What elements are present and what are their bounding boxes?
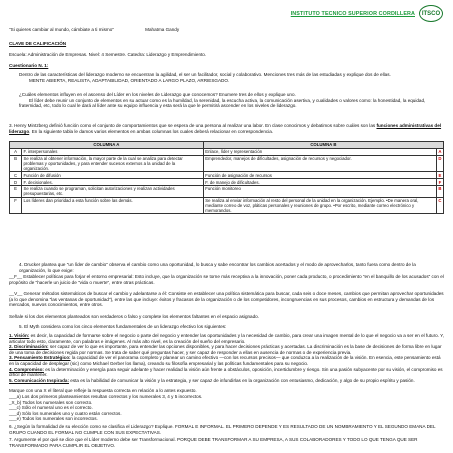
row-a-text: Se realiza al obtener información, la mayor parte de la cual se analiza para detectar problemas y oportunidades, y para entender sucesos externos a la unidad de la organización. — [22, 155, 204, 172]
row-b-answer: F — [436, 179, 443, 186]
q5-option: ___c) Sólo el numeral uno es el correcto. — [9, 405, 93, 411]
functions-table-wrap — [9, 141, 444, 214]
row-b-text: F. de manejo de dificultades. — [203, 179, 436, 186]
row-b-text: Emprendedor, manejos de dificultades, asignación de recursos y negociador. — [203, 155, 436, 172]
row-b-answer: C — [436, 197, 443, 214]
row-a-text: Función de difusión — [22, 172, 204, 179]
row-a-text: F. decisionales. — [22, 179, 204, 186]
row-b-answer: D — [436, 155, 443, 172]
quote-line — [9, 27, 444, 33]
functions-table — [9, 141, 444, 214]
row-b-answer: E — [436, 172, 443, 179]
q5-item: 5. Comunicación Inspirada: esta es la habilidad de comunicar la visión y la estrategia, y ser capaz de infundirlas en la organización con entusiasmo, dedicación, y algo de su propio espíritu y pasión. — [9, 377, 415, 383]
q5-option: ___d) Sólo los numerales uno y cuatro están correctos. — [9, 410, 122, 416]
q4-item: __V__ Generar métodos sistemáticos de buscar el cambio y adelantarse a él: Consiste en establecer una política sistemática para buscar, cada seis o doce meses, cambios que permitan aprovechar oportunidades (a lo que denomina "las ventanas de oportunidad"), entre las que incluye: éxitos y fracasos de la organización o de los competidores, incongruencias en sus procesos, cambios en estructura y demandas de los mercados, nuevos conocimientos, entre otros. — [9, 291, 444, 308]
row-a-letter: E — [10, 185, 22, 197]
row-a-letter: B — [10, 155, 22, 172]
cuestionario-title: Cuestionario N. 1: — [9, 63, 49, 68]
institution-header — [291, 5, 443, 22]
question-6: 6. ¿Según la formalidad de su elección como se clasifica el Liderazgo? Explique. FORMAL E INFORMAL. EL PRIMERO DEPENDE Y ES RESULTADO DE UN NOMBRAMIENTO Y EL SEGUNDO EMANA DEL GRUPO CUANDO EL FORMAL NO CUMPLE CON SUS EXPECTATIVAS. — [9, 424, 436, 435]
row-b-text: Se realiza al enviar información al resto del personal de la unidad en la organización. Ejemplo. •De manera oral, mediante correo de voz, pláticas personales y reuniones de grupo. •Por escrito, mediante correo electrónico y memorandos. — [203, 197, 436, 214]
q1-text: Dentro de las características del liderazgo moderno se encuentran la agilidad, el ser un facilitador, social y colaborativo. Menciones tres más de las estudiadas y explique dos de ellas. — [19, 72, 391, 77]
q5-instruction: Marque con una X el literal que refleje la respuesta correcta en relación a lo antes expuesto. — [9, 388, 197, 393]
q5-option: ___e) Todos los numerales son incorrectos. — [9, 416, 98, 422]
row-a-letter: D — [10, 179, 22, 186]
row-a-letter: C — [10, 172, 22, 179]
question-3 — [9, 123, 444, 134]
q5-options — [9, 394, 444, 422]
row-a-letter: F — [10, 197, 22, 214]
page-title: CLAVE DE CALIFICACIÓN — [9, 41, 67, 46]
q5-item: 2. Discriminación: ser capaz de ver lo que es importante, para entender las opciones disponibles, y para hacer decisiones prácticas y acertadas. La discriminación es la base de decisiones de forma libre en lugar de una toma de decisiones regida por normas. Se trata de saber qué preguntas hacer, y ser capaz de responder a ellas en ausencia de normas o de experiencia previa. — [9, 344, 442, 355]
q5-item: 4. Compromiso: es la determinación y energía para seguir adelante y hacer realidad la visión aún frente a obstáculos, oposición, incertidumbre y riesgo. Sin una pasión subyacente por su visión, el compromiso es difícil de mantener. — [9, 366, 443, 378]
q3-text2: . En la siguiente tabla le damos varios elementos en ambas columnas los cuales deberá relacionar en correspondencia. — [29, 128, 274, 134]
q5-item: 1. Visión: es decir, la capacidad de formarse sobre el negocio o parte del negocio y entender las oportunidades y la necesidad de cambio, para crear una imagen mental de lo que el negocio va a ser en el futuro. Y, articular todo esto, claramente, con palabras e imágenes. Al más alto nivel, es la creación del sueño del empresario. — [9, 333, 444, 344]
row-b-text: Función monitoreo — [203, 185, 436, 197]
table-row — [10, 197, 444, 214]
question-5: 5. El Myth considera como los cinco elementos fundamentales de un liderazgo efectivo los siguientes: — [19, 324, 227, 329]
table-row — [10, 185, 444, 197]
row-a-letter: A — [10, 148, 22, 155]
q2-answer: El líder debe reunir un conjunto de elementos en su actuar como es la humildad, la serenidad, la escucha activa, la comunicación asertiva, y cualidades o valores como: la honestidad, la equidad, fraternidad, etc, todo lo cual le dará al líder ante su equipo influencia y esta será la que le permitirá ascender en los niveles de liderazgo. — [19, 97, 426, 109]
q5-items — [9, 333, 444, 383]
row-b-text: Enlace, líder y representación — [203, 148, 436, 155]
q4-item: __F__ Establecer políticas para forjar el entorno empresarial: Esto incluye, que la organización se torne más receptiva a la innovación, poner cada producto, o procedimiento "en el banquillo de los acusados" con el propósito de "hacerle un juicio de "vida o muerte", entre otras prácticas. — [9, 274, 444, 285]
quote-author: Mahatma Gandy — [145, 27, 180, 32]
q3-text: 3. Henry Mintzberg definió función como el conjunto de comportamientos que se espera de una persona al realizar una labor. En clase conocimos y debatimos sobre cuáles son las — [9, 123, 376, 128]
q5-item: 3. Pensamiento Estratégico: la capacidad de ver el panorama completo y planear un camino efectivo —con los recursos precisos— que conduzca a la realización de la visión. En esencia, este pensamiento está en la capacidad de desplegar (sic) como Michael Gerber los llama), creando su filosofía empresarial y las políticas fundamentales para su negocio. — [9, 355, 441, 366]
col-a-header: COLUMNA A — [10, 142, 204, 149]
table-row — [10, 148, 444, 155]
row-b-text: Función de asignación de recursos — [203, 172, 436, 179]
q2-text: ¿Cuáles elementos influyen en el ascenso del Líder en los niveles de Liderazgo que conocemos? Enumere tres de ellos y explique uno. — [19, 92, 296, 97]
institution-name: INSTITUTO TECNICO SUPERIOR CORDILLERA — [290, 10, 415, 17]
row-a-text: Se realiza cuando se programan, solicitan autorizaciones y realizan actividades presupuestarias, etc. — [22, 185, 204, 197]
table-row — [10, 179, 444, 186]
row-b-answer: A — [436, 148, 443, 155]
table-row — [10, 172, 444, 179]
row-a-text: F. interpersonales — [22, 148, 204, 155]
question-2 — [9, 92, 444, 109]
row-b-answer: B — [436, 185, 443, 197]
row-a-text: Los líderes dan prioridad a esta función sobre las demás. — [22, 197, 204, 214]
q4-note: Señale si los dos elementos planteados son verdaderos o falso y complete los elementos faltantes en el espacio asignado. — [9, 314, 260, 319]
question-1 — [9, 72, 444, 83]
table-header-row — [10, 142, 444, 149]
q5-option: ___a) Los dos primeros planteamientos resultan correctos y los numerales 3, 4 y 5 incorrectos. — [9, 394, 203, 399]
q1-answer: MENTE ABIERTA, REALISTA, ADAPTABILIDAD, ORIENTADO A LARGO PLAZO, ARRIESGADO. — [29, 77, 230, 83]
institution-logo: ITSCO — [419, 5, 443, 22]
question-7: 7. Argumente el por qué se dice que el Líder moderno debe ser Transformacional. PORQUE DEBE TRANSFORMAR A SU EMPRESA, A SUS COLABORADORES Y TODO LO QUE TENGA QUE SER TRANSFORMADO PARA CUMPLIR EL OBJETIVO. — [9, 437, 418, 448]
school-line: Escuela: Administración de Empresas. Nivel: 4 Semestre. Catedra: Liderazgo y Emprendimiento. — [9, 52, 207, 57]
table-row — [10, 155, 444, 172]
q5-option: _X_b) Todos los numerales son correcto. — [9, 399, 93, 405]
q3-bold: funciones administrativas del liderazgo — [9, 123, 442, 134]
question-4: 4. Drucker plantea que "un líder de cambio" observa el cambio como una oportunidad, lo busca y sabe encontrar los cambios acertados y el modo de aprovecharlos, tanto fuera como dentro de la organización, lo que exige: — [19, 262, 416, 273]
col-b-header: COLUMNA B — [203, 142, 443, 149]
quote-text: "Si quieres cambiar al mundo, cámbiate a ti mismo" — [9, 27, 114, 32]
